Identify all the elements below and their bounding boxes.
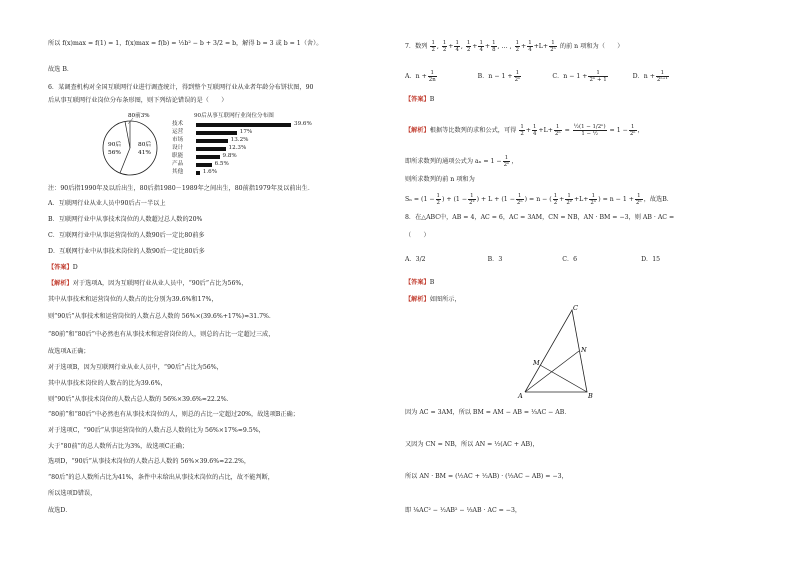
bar-category-label: 运营 [172, 129, 184, 135]
bar-value-label: 12.3% [228, 145, 247, 151]
q8-analysis-3: 所以 AN · BM = (½AC + ½AB) · (⅓AC − AB) = −3， [405, 473, 568, 480]
q7-options: A．n + $\frac{1}{2n}$ B．n − 1 + $\frac{1}{\text{2ⁿ}}$ C．n − 1 + $\frac{1}{\text{2ⁿ + 1}}$ D．n + $\frac{1}{\text{2ⁿ⁺¹}}$ [405, 70, 668, 83]
triangle-abc [525, 310, 587, 392]
note: 注：90后指1990年及以后出生，80后指1980－1989年之间出生，80前指1979年及以前出生． [48, 185, 315, 192]
q7-analysis-3: 则所求数列的前 n 项和为 [405, 176, 475, 183]
analysis-line-3: 则“90后”从事技术和运营岗位的人数占总人数的 56%×(39.6%+17%)≈31.7%． [48, 313, 276, 320]
bar-category-label: 设计 [172, 145, 184, 151]
label-a: A [518, 392, 523, 400]
bar-category-label: 职能 [172, 153, 184, 159]
analysis-line-6: 对于选项B，因为互联网行业从业人员中，“90后”占比为56%， [48, 364, 223, 371]
pie-value-90: 56% [108, 150, 121, 156]
bar-row [172, 129, 332, 136]
q8-answer [405, 279, 434, 287]
q8-option-a: A．3/2 [405, 256, 426, 263]
bar-category-label: 技术 [172, 121, 184, 127]
q8-analysis-1: 因为 AC = 3AM，所以 BM = AM − AB = ⅓AC − AB． [405, 409, 571, 416]
bar [196, 155, 220, 159]
bar [196, 123, 291, 127]
label-m: M [533, 359, 540, 367]
analysis-tag: 【解析】 [48, 280, 73, 287]
pie-value-80h: 41% [138, 150, 151, 156]
q7-option-a: A． [405, 73, 416, 80]
q7-analysis-2: 即所求数列的通项公式为 aₙ = 1 − $\frac{1}{\text{2ⁿ}}$ ， [405, 155, 518, 168]
q7-analysis-1: 【解析】根据等比数列的求和公式，可得 $\frac{1}{2}$ + $\frac{1}{4}$ +L+ $\frac{1}{\text{2ⁿ}}$ = $\frac{\text{½(1 − 1/2ⁿ)}}{\text{1 − ½}}$ = 1 − $\frac{1}{\text{2ⁿ}}$ ， [405, 124, 644, 137]
q8-analysis-2: 又因为 CN = NB，所以 AN = ½(AC + AB)， [405, 441, 539, 448]
fraction: $\frac{1}{4}$ [455, 40, 459, 53]
prev-solution-line: 所以 f(x)max = f(1) = 1，f(x)max = f(b) = ½b² − b + 3/2 = b，解得 b = 3 或 b = 1（舍）。 [48, 40, 323, 47]
analysis-line-13: “80后”的总人数所占比为41%，条件中未给出从事技术岗位的占比，故不能判断， [48, 474, 274, 481]
analysis-line-5: 故选项A正确； [48, 348, 90, 355]
analysis-text: 如图所示， [429, 296, 461, 303]
answer-value: B [429, 279, 435, 286]
analysis-tag: 【解析】 [405, 127, 430, 134]
fraction: $\frac{1}{\text{2ⁿ}}$ [550, 40, 556, 53]
q7-answer [405, 96, 434, 104]
analysis-tag: 【解析】 [405, 296, 430, 303]
bar-row [172, 145, 332, 152]
fraction: $\frac{1}{2}$ [431, 40, 435, 53]
answer-line [48, 264, 78, 272]
bar-row [172, 137, 332, 144]
pie-label-80h: 80后 [138, 142, 152, 148]
fraction: $\frac{1}{4}$ [479, 40, 483, 53]
q7-option-b: B． [477, 73, 489, 80]
answer-tag: 【答案】 [405, 96, 430, 103]
option-a: A．互联网行业从业人员中90后占一半以上 [48, 200, 166, 207]
q7-tail: 的前 n 项和为（ ） [559, 43, 624, 50]
bar-row [172, 121, 332, 128]
bar-value-label: 17% [239, 129, 253, 135]
answer-tag: 【答案】 [48, 264, 73, 271]
age-pie-chart [88, 110, 178, 182]
analysis-text: 即所求数列的通项公式为 [405, 158, 474, 165]
bar [196, 147, 226, 151]
option-b: B．互联网行业中从事技术岗位的人数超过总人数的20% [48, 216, 203, 223]
bar-value-label: 1.6% [202, 169, 218, 175]
bar-category-label: 产品 [172, 161, 184, 167]
analysis-line-8: 则“90后”从事技术岗位的人数占总人数的 56%×39.6%≈22.2%． [48, 396, 233, 403]
analysis-line-10: 对于选项C，“90后”从事运营岗位的人数占总人数的比为 56%×17%≈9.5%， [48, 427, 265, 434]
bar-value-label: 13.2% [230, 137, 249, 143]
analysis-line-15: 故选D． [48, 507, 72, 514]
question-8-blank: （ ） [405, 232, 430, 239]
q8-option-d: D．15 [641, 256, 661, 263]
bar-category-label: 市场 [172, 137, 184, 143]
q7-option-c: C． [552, 73, 564, 80]
job-bar-chart [172, 112, 332, 180]
bar [196, 171, 200, 175]
bar-rows [172, 121, 332, 177]
q7-option-d: D． [632, 73, 644, 80]
q8-analysis-0 [405, 296, 461, 304]
q7-lead: 7．数列 [405, 43, 428, 50]
fraction: $\frac{1}{2}$ [515, 40, 519, 53]
question-6: 6．某调查机构对全国互联网行业进行调查统计，得到整个互联网行业从业者年龄分布饼状图，90 [48, 84, 314, 91]
label-c: C [573, 304, 578, 312]
analysis-line-2: 其中从事技术和运营岗位的人数占的比分别为39.6%和17%， [48, 296, 218, 303]
answer-value: B [429, 96, 435, 103]
q8-option-c: C．6 [562, 256, 578, 263]
analysis-line-1 [48, 280, 247, 288]
analysis-line-11: 大于“80前”的总人数所占比为3%，故选项C正确； [48, 443, 189, 450]
answer-value: D [72, 264, 78, 271]
q8-options [405, 256, 660, 264]
fraction: $\frac{1}{2}$ [466, 40, 471, 53]
triangle-figure [517, 302, 599, 400]
pie-label-90: 90后 [108, 142, 122, 148]
analysis-text: ，故选B． [643, 196, 673, 203]
bar [196, 131, 237, 135]
analysis-line-9: “80前”和“80后”中必然也有从事技术岗位的人，则总的占比一定超过20%，故选项B正确； [48, 411, 299, 418]
bar-category-label: 其他 [172, 169, 184, 175]
answer-tag: 【答案】 [405, 279, 430, 286]
bar-row [172, 161, 332, 168]
label-n: N [581, 346, 587, 354]
bar-value-label: 39.6% [294, 121, 312, 127]
analysis-line-4: “80前”和“80后”中必然也有从事技术和运营岗位的人，则总的占比一定超过三成， [48, 331, 275, 338]
q8-analysis-4: 即 ⅙AC² − ½AB² − ⅓AB · AC = −3， [405, 507, 522, 514]
fraction: $\frac{1}{2}$ [442, 40, 447, 53]
segment-bm [540, 365, 587, 392]
bar-value-label: 6.5% [214, 161, 229, 167]
bar-chart-title: 90后从事互联网行业岗位分布图 [194, 113, 274, 119]
fraction: $\frac{1}{4}$ [528, 40, 532, 53]
analysis-line-14: 所以选项D错误， [48, 490, 97, 497]
option-c: C．互联网行业中从事运营岗位的人数90后一定比80前多 [48, 232, 205, 239]
analysis-line-7: 其中从事技术岗位的人数占的比为39.6%， [48, 380, 167, 387]
bar-row [172, 153, 332, 160]
bar [196, 139, 228, 143]
analysis-line-12: 选项D，“90后”从事技术岗位的人数占总人数的 56%×39.6%≈22.2%， [48, 458, 251, 465]
segment-an [525, 351, 579, 392]
prev-choose: 故选 B． [48, 66, 74, 73]
q7-analysis-4: Sₙ = (1 − $\frac{1}{2}$ ) + (1 − $\frac{1}{\text{2²}}$ ) + L + (1 − $\frac{1}{\text{2ⁿ}}$ ) = n − ( $\frac{1}{2}$ + $\frac{1}{\text{2²}}$ +L+ $\frac{1}{\text{2ⁿ}}$ ) = n − 1 + $\frac{1}{\text{2ⁿ}}$ ，故选B． [405, 193, 673, 206]
option-d: D．互联网行业中从事技术岗位的人数90后一定比80后多 [48, 248, 205, 255]
pie-label-80q: 80前3% [128, 113, 150, 119]
question-6-cont: 后从事互联网行业岗位分布条形图，则下列结论错误的是（ ） [48, 97, 228, 104]
bar-value-label: 9.8% [222, 153, 237, 159]
label-b: B [588, 392, 593, 400]
analysis-text: 对于选项A，因为互联网行业从业人员中，“90后”占比为56%， [72, 280, 248, 287]
question-7: 7．数列 $\frac{1}{2}$ , $\frac{1}{2}$ + $\frac{1}{4}$ , $\frac{1}{2}$ + $\frac{1}{4}$ + $\frac{1}{8}$ , … , $\frac{1}{2}$ + $\frac{1}{4}$ +L+ $\frac{1}{\text{2ⁿ}}$ 的前 n 项和为（ ） [405, 40, 624, 53]
q8-option-b: B．3 [487, 256, 503, 263]
fraction: $\frac{1}{8}$ [492, 40, 496, 53]
bar-row [172, 169, 332, 176]
analysis-text: 根据等比数列的求和公式，可得 [429, 127, 517, 134]
question-8: 8．在△ABC中，AB = 4，AC = 6，AC = 3AM，CN = NB，AN · BM = −3，则 AB · AC = [405, 214, 675, 221]
bar [196, 163, 212, 167]
